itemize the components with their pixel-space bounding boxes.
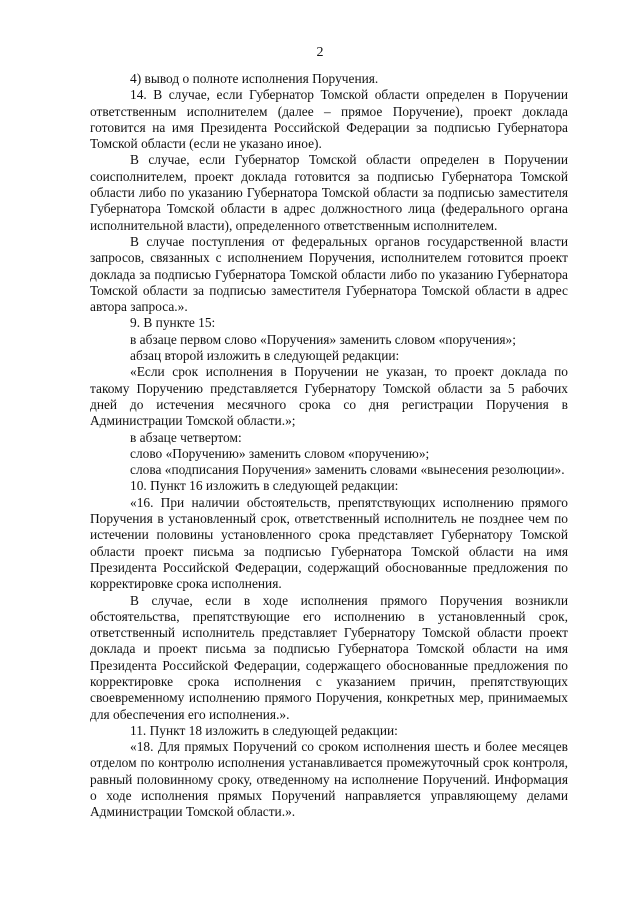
document-body — [90, 71, 568, 821]
paragraph: абзац второй изложить в следующей редакции: — [130, 348, 400, 364]
paragraph: в абзаце четвертом: — [130, 429, 242, 445]
paragraph: 9. В пункте 15: — [130, 315, 216, 331]
paragraph: В случае, если в ходе исполнения прямого Поручения возникли обстоятельства, препятствующие его исполнению в установленный срок, ответственный исполнитель представляет Губернатору Томской области проект доклада и проект письма за подписью Губернатора Томской области на имя Президента Российской Федерации, содержащего обоснованные предложения по корректировке срока исполнения с указанием причин, препятствующих своевременному исполнению прямого Поручения, конкретных мер, принимаемых для обеспечения его исполнения.». — [90, 592, 568, 722]
paragraph: в абзаце первом слово «Поручения» заменить словом «поручения»; — [130, 331, 516, 347]
paragraph: 14. В случае, если Губернатор Томской области определен в Поручении ответственным исполнителем (далее – прямое Поручение), проект доклада готовится на имя Президента Российской Федерации за подписью Губернатора Томской области (если не указано иное). — [90, 87, 568, 152]
paragraph: «Если срок исполнения в Поручении не указан, то проект доклада по такому Поручению представляется Губернатору Томской области за 5 рабочих дней до истечения месячного срока со дня регистрации Поручения в Администрации Томской области.»; — [90, 364, 568, 429]
paragraph: «18. Для прямых Поручений со сроком исполнения шесть и более месяцев отделом по контролю исполнения устанавливается промежуточный срок контроля, равный половинному сроку, отведенному на исполнение Поручений. Информация о ходе исполнения прямых Поручений направляется управляющему делами Администрации Томской области.». — [90, 739, 568, 820]
paragraph: слова «подписания Поручения» заменить словами «вынесения резолюции». — [130, 462, 565, 478]
paragraph: 10. Пункт 16 изложить в следующей редакции: — [130, 478, 399, 494]
paragraph: «16. При наличии обстоятельств, препятствующих исполнению прямого Поручения в установленный срок, ответственный исполнитель не позднее чем по истечении половины установленного срока представляет Губернатору Томской области проект письма за подписью Губернатора Томской области на имя Президента Российской Федерации, содержащий обоснованные предложения по корректировке срока исполнения. — [90, 494, 568, 592]
paragraph: В случае, если Губернатор Томской области определен в Поручении соисполнителем, проект доклада готовится за подписью Губернатора Томской области либо по указанию Губернатора Томской области за подписью заместителя Губернатора Томской области в адрес должностного лица (федерального органа исполнительной власти), определенного ответственным исполнителем. — [90, 152, 568, 233]
paragraph: слово «Поручению» заменить словом «поручению»; — [130, 445, 430, 461]
paragraph: В случае поступления от федеральных органов государственной власти запросов, связанных с исполнением Поручения, исполнителем готовится проект доклада за подписью Губернатора Томской области либо по указанию Губернатора Томской области за подписью заместителя Губернатора Томской области в адрес автора запроса.». — [90, 233, 568, 315]
page-number: 2 — [316, 45, 324, 60]
paragraph: 4) вывод о полноте исполнения Поручения. — [130, 71, 379, 86]
paragraph: 11. Пункт 18 изложить в следующей редакции: — [130, 722, 398, 738]
